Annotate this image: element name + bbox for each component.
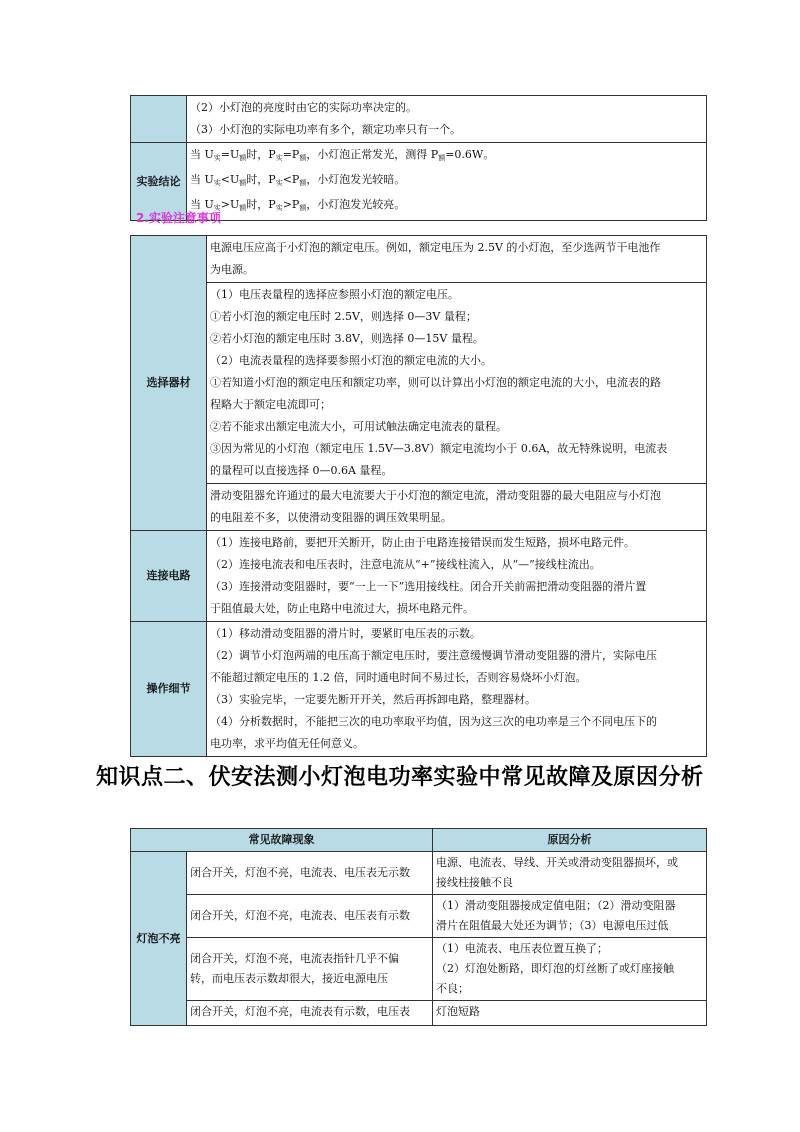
text-line: ①若小灯泡的额定电压时 2.5V，则选择 0—3V 量程； [210, 310, 477, 323]
text-line: 电源电压应高于小灯泡的额定电压。例如，额定电压为 2.5V 的小灯泡，至少选两节干电池作 [210, 241, 661, 254]
text-line: 接线柱接触不良 [436, 876, 513, 889]
text-line: 的电阻差不多，以使滑动变阻器的调压效果明显。 [210, 511, 452, 524]
table-row [131, 236, 707, 283]
table-cell [207, 622, 707, 757]
table-header-row [131, 829, 707, 852]
text-line: 闭合开关，灯泡不亮，电流表、电压表无示数 [190, 866, 410, 879]
table-cell [207, 531, 707, 622]
text-line: 为电源。 [210, 263, 254, 276]
knowledge-heading: 知识点二、伏安法测小灯泡电功率实验中常见故障及原因分析 [96, 765, 704, 790]
phenomenon-cell [187, 895, 433, 938]
text-line: ②若小灯泡的额定电压时 3.8V，则选择 0—15V 量程。 [210, 332, 484, 345]
table-row [131, 283, 707, 484]
table-cell [207, 283, 707, 484]
phenomenon-cell [187, 1001, 433, 1026]
formula-line: 当 $U_实>U_额$时，$P_实>P_额$，小灯泡发光较亮。 [190, 198, 406, 212]
text-line: 程略大于额定电流即可； [210, 398, 331, 411]
text-line: 电功率，求平均值无任何意义。 [210, 737, 364, 750]
table-cell [187, 96, 707, 143]
text-line: （2）小灯泡的亮度时由它的实际功率决定的。 [190, 101, 417, 114]
formula-line: 当 $U_实=U_额$时，$P_实=P_额$，小灯泡正常发光，测得 $P_额=0.6W$。 [190, 148, 495, 162]
text-line: （2）灯泡处断路，即灯泡的灯丝断了或灯座接触 [436, 962, 674, 975]
cause-cell [433, 938, 707, 1001]
text-line: 的量程可以直接选择 0—0.6A 量程。 [210, 464, 393, 477]
text-line: （1）电压表量程的选择应参照小灯泡的额定电压。 [210, 288, 459, 301]
table-row [131, 484, 707, 531]
text-line: ①若知道小灯泡的额定电压和额定功率，则可以计算出小灯泡的额定电流的大小，电流表的路 [210, 376, 661, 389]
group-label-circuit: 连接电路 [131, 531, 207, 622]
group-label-operation: 操作细节 [131, 622, 207, 757]
table-cell [187, 143, 707, 221]
text-line: 电源、电流表、导线、开关或滑动变阻器损坏，或 [436, 856, 678, 869]
cause-cell [433, 1001, 707, 1026]
table-row [131, 96, 707, 143]
text-line: 滑片在阻值最大处还为调节；（3）电源电压过低 [436, 919, 669, 932]
text-line: （1）电流表、电压表位置互换了； [436, 942, 608, 955]
table-row [131, 852, 707, 895]
column-header: 原因分析 [433, 829, 707, 852]
text-line: 灯泡短路 [436, 1005, 480, 1018]
row-label-conclusion: 实验结论 [131, 143, 187, 221]
phenomenon-cell [187, 852, 433, 895]
text-line: ②若不能求出额定电流大小，可用试触法确定电流表的量程。 [210, 420, 507, 433]
text-line: （3）连接滑动变阻器时，要“一上一下”选用接线柱。闭合开关前需把滑动变阻器的滑片置 [210, 580, 647, 593]
text-line: （3）实验完毕，一定要先断开开关，然后再拆卸电路，整理器材。 [210, 693, 536, 706]
conclusion-table [130, 95, 707, 221]
table-cell [207, 484, 707, 531]
row-label-empty [131, 96, 187, 143]
formula-line: 当 $U_实<U_额$时，$P_实<P_额$，小灯泡发光较暗。 [190, 173, 406, 187]
group-label-lamp-off: 灯泡不亮 [131, 852, 187, 1026]
table-row [131, 1001, 707, 1026]
text-line: 闭合开关，灯泡不亮，电流表有示数，电压表 [190, 1005, 410, 1018]
table-cell [207, 236, 707, 283]
text-line: 闭合开关，灯泡不亮，电流表、电压表有示数 [190, 909, 410, 922]
text-line: （4）分析数据时，不能把三次的电功率取平均值，因为这三次的电功率是三个不同电压下的 [210, 715, 657, 728]
text-line: ③因为常见的小灯泡（额定电压 1.5V—3.8V）额定电流均小于 0.6A，故无特殊说明，电流表 [210, 442, 668, 455]
text-line: （2）电流表量程的选择要参照小灯泡的额定电流的大小。 [210, 354, 492, 367]
text-line: 不能超过额定电压的 1.2 倍，同时通电时间不易过长，否则容易烧坏小灯泡。 [210, 671, 587, 684]
table-row [131, 622, 707, 757]
text-line: （3）小灯泡的实际电功率有多个，额定功率只有一个。 [190, 123, 461, 136]
group-label-equipment: 选择器材 [131, 236, 207, 531]
section-title: 2.实验注意事项 [136, 211, 221, 225]
text-line: （1）移动滑动变阻器的滑片时，要紧盯电压表的示数。 [210, 627, 481, 640]
fault-table [130, 828, 707, 1026]
table-row [131, 938, 707, 1001]
text-line: （1）连接电路前，要把开关断开，防止由于电路连接错误而发生短路，损坏电路元件。 [210, 536, 635, 549]
column-header: 常见故障现象 [131, 829, 433, 852]
text-line: （1）滑动变阻器接成定值电阻；（2）滑动变阻器 [436, 899, 676, 912]
notes-table [130, 235, 707, 757]
text-line: 转，而电压表示数却很大，接近电源电压 [190, 972, 388, 985]
cause-cell [433, 895, 707, 938]
table-row [131, 895, 707, 938]
text-line: 滑动变阻器允许通过的最大电流要大于小灯泡的额定电流，滑动变阻器的最大电阻应与小灯泡 [210, 489, 661, 502]
text-line: 闭合开关，灯泡不亮，电流表指针几乎不偏 [190, 952, 399, 965]
text-line: （2）连接电流表和电压表时，注意电流从“+”接线柱流入，从“—”接线柱流出。 [210, 558, 601, 571]
cause-cell [433, 852, 707, 895]
text-line: 于阻值最大处，防止电路中电流过大，损坏电路元件。 [210, 602, 474, 615]
text-line: 不良； [436, 982, 469, 995]
text-line: （2）调节小灯泡两端的电压高于额定电压时，要注意缓慢调节滑动变阻器的滑片，实际电压 [210, 649, 657, 662]
phenomenon-cell [187, 938, 433, 1001]
table-row [131, 531, 707, 622]
